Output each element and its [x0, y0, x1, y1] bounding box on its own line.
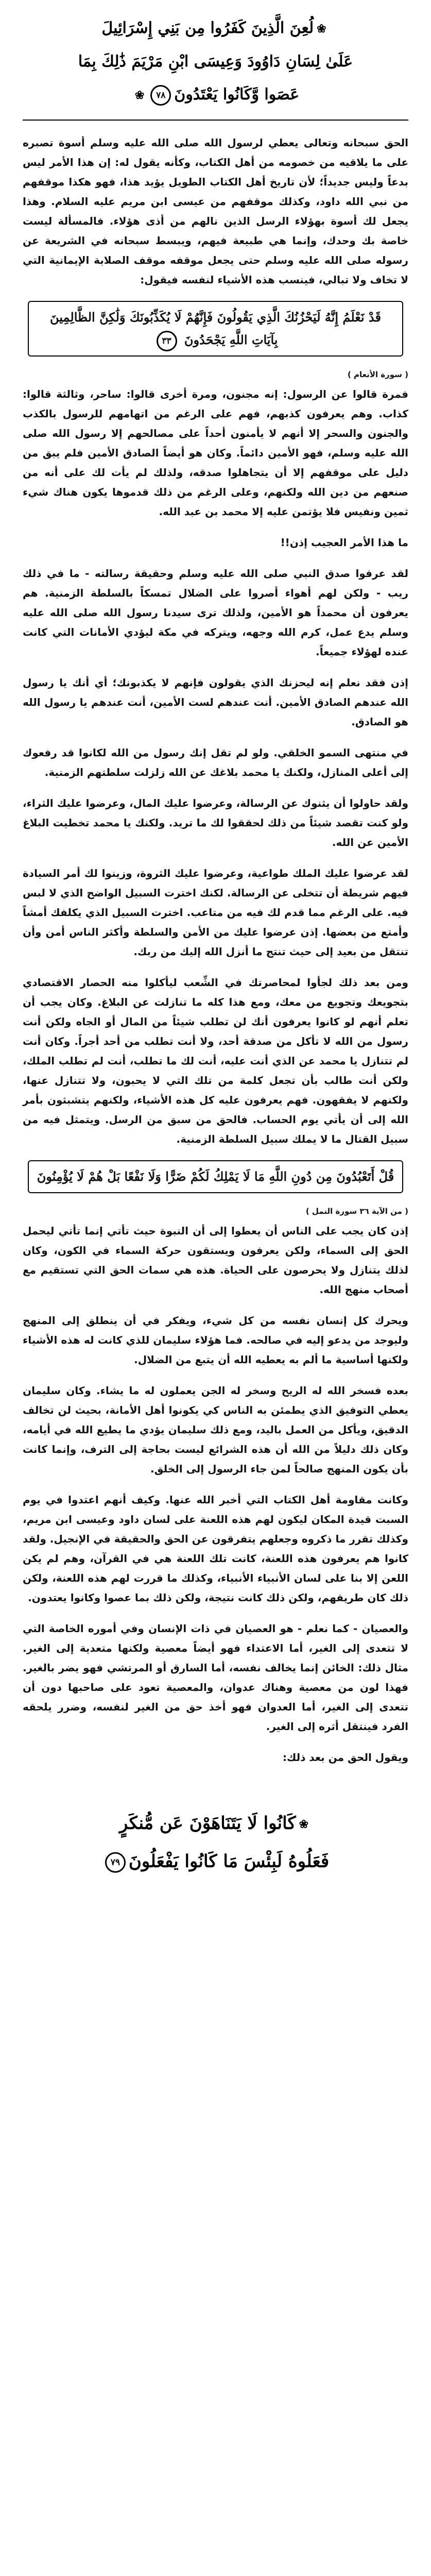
- verse-bottom-line-2: [23, 1844, 408, 1878]
- verse-number-badge: ٧٨: [150, 85, 171, 106]
- paragraph-3: ما هذا الأمر العجيب إذن!!: [280, 536, 408, 549]
- verse-top-text-3: عَصَوا وَّكَانُوا يَعْتَدُونَ: [174, 86, 300, 104]
- verse-bottom-text-1: كَانُوا لَا يَتَنَاهَوْنَ عَن مُّنكَرٍ: [119, 1813, 296, 1834]
- paragraph-12: بعده فسخر الله له الريح وسخر له الجن يعملون له ما يشاء. وكان سليمان يعطي التوفيق الذي يطمئن به الناس كي يكونوا أهل الأمانة، بحيث لن تخالف الدقيق، ويأكل من العمل باليد، ومع ذلك سليمان يؤدي ما يطيع الله في أيامه، وكان ذلك دليلاً من الله أن هذه الشرائع ليست بحاجة إلى الترف، وإنما كانت بأن يكون المنهج صالحاً لمن جاء الرسول إلى الخلق.: [23, 1384, 408, 1475]
- quote-reference-2: ( من الآية ٣٦ سورة النمل ): [305, 1207, 408, 1216]
- quran-quote-box-2: قُلْ أَتَعْبُدُونَ مِن دُونِ اللَّهِ مَا لَا يَمْلِكُ لَكُمْ ضَرًّا وَلَا نَفْعًا بَلْ هُمْ لَا يُؤْمِنُونَ: [28, 1160, 403, 1193]
- paragraph-5: إذن فقد نعلم إنه ليحزنك الذي يقولون فإنهم لا يكذبونك؛ أي أنك يا رسول الله عندهم الصادق الأمين. أنت عندهم لست الأمين، أنت عندهم يا رسول الله هو الصادق.: [23, 676, 408, 728]
- paragraph-2: فمرة قالوا عن الرسول: إنه مجنون، ومرة أخرى قالوا: ساحر، وثالثة قالوا: كذاب. وهم يعرفون كذبهم، فهم على الرغم من اتهامهم للرسول بالكذب والجنون والسحر إلا أنهم لا يأمنون أحداً على مصالحهم إلا رسول الله صلى الله عليه وسلم، فهو الأمين دائماً. وكان هو أيضاً الصادق الأمين فلم يبق من دليل على موقفهم إلا أن يتجاهلوا صدقه، ولذلك لم يأت لك على أنه من صنعهم من دين الله ولكنهم، وعلى الرغم من ذلك قدموها يكون هناك شيء ثمين ونفيس فلا يؤتمن عليه إلا محمد بن عبد الله.: [23, 388, 408, 518]
- verse-top-line-2: عَلَىٰ لِسَانِ دَاوُودَ وَعِيسَى ابْنِ مَرْيَمَ ذَٰلِكَ بِمَا: [78, 53, 353, 71]
- paragraph-15: ويقول الحق من بعد ذلك:: [282, 1751, 408, 1764]
- ornament-icon: ❀: [317, 22, 326, 36]
- quran-quote-box-1: [28, 301, 403, 357]
- ornament-icon: ❀: [134, 89, 145, 102]
- paragraph-1: الحق سبحانه وتعالى يعطي لرسول الله صلى الله عليه وسلم أسوة تصبره على ما يلاقيه من خصومه من أهل الكتاب، وكأنه يقول له: إن هذا الأمر ليس بدعاً وليس جديداً؛ لأن تاريخ أهل الكتاب الطويل يؤيد هذا، فهو هكذا موقفهم من نبي الله داود، وكذلك موقفهم من عيسى ابن مريم عليه السلام. وهذا يجعل لك أسوة بهؤلاء الرسل الذين نالهم من أذى هؤلاء. فالمسألة ليست خاصة بك وحدك، وإنما هي طبيعة فيهم، ويبسط سبحانه في الشريعة عن رسوله صلى الله عليه وسلم حتى يجعل موقفه موقف الصلابة الإيمانية التي لا تخاف ولا تبالي، فينسب هذه الأشياء لنفسه فيقول:: [23, 137, 408, 286]
- verse-top-line-3: [23, 80, 408, 110]
- paragraph-6: في منتهى السمو الخلقي. ولو لم تقل إنك رسول من الله لكانوا قد رفعوك إلى أعلى المنازل، ولكنك يا محمد بلاغك عن الله زلزلت سلطتهم الزمنية.: [23, 747, 408, 778]
- verse-number-badge: ٣٣: [157, 331, 177, 351]
- paragraph-10: إذن كان يجب على الناس أن يعطوا إلى أن النبوة حيث تأتي إنما تأتي ليحمل الحق إلى السماء، ولكن يعرفون ويستقون حركة السماء في الكون، وكان لذلك يتنازل ولا يحرصون على الحياة. هذه هي سمات الحق التي تستقيم مع أصحاب منهج الله.: [23, 1225, 408, 1296]
- paragraph-11: ويحرك كل إنسان نفسه من كل شيء، ويفكر في أن ينطلق إلى المنهج وليوجد من يدعو إليه في صالحه. فما هؤلاء سليمان للذي كانت له هذه الأشياء ولكنها أساسية ما ألم به يعطيه الله أن يتبع من الضلال.: [23, 1314, 408, 1366]
- verse-bottom-text-2: فَعَلُوهُ لَبِئْسَ مَا كَانُوا يَفْعَلُونَ: [128, 1851, 330, 1872]
- verse-top-line-1: [23, 13, 408, 44]
- divider: [23, 120, 408, 121]
- paragraph-4: لقد عرفوا صدق النبي صلى الله عليه وسلم وحقيقة رسالته - ما في ذلك ريب - ولكن لهم أهواء أصروا على الضلال تمسكاً بالسلطة الزمنية. هم يعرفون أن محمداً هو الأمين، ولذلك ترى سيدنا رسول الله صلى الله عليه وسلم يدع عمل، كرم الله وجهه، ويتركه في مكة ليؤدي الأمانات التي كانت عنده لهؤلاء جميعاً.: [23, 567, 408, 658]
- paragraph-8: لقد عرضوا عليك الملك طواعية، وعرضوا عليك الثروة، وزينوا لك أمر السيادة فيهم شريطة أن تتخلى عن الرسالة. لكنك اخترت السبيل الواضح الذي لا لبس فيه. على الرغم مما قدم لك فيه من متاعب. اخترت السبيل الذي يكلفك أمشاً وأمتع من بعضها. إذن عرضوا عليك من الأمن والسلطة وأكثر الناس أمن وأن تنتقل من بعيد إلى حيث تنتج ما أنزل الله إليك من ربك.: [23, 867, 408, 958]
- paragraph-9: ومن بعد ذلك لجأوا لمحاصرتك في الشِّعب ليأكلوا منه الحصار الاقتصادي بتجويعك وتجويع من معك، ومع هذا كله ما تنازلت عن البلاغ. وكان يجب أن تعلم أنهم لو كانوا يعرفون أنك لن تطلب شيئاً من المال أو الجاه ولكن أنت رسول من الله لا تأكل من صدقة أحد، ولا أنت تطلب من أحد أجراً. وكان أنت لم تتنازل يا محمد عن الذي أنت عليه، أنت لك ما تطلب، أنت لم تطلب الملك، ولكن أنت طالب بأن تجعل كلمة من تلك التي لا يحبون، ولا تتنازل عنها، ولكنهم لا يفقهون. فهم يعرفون عليه كل هذه الأشياء، ولكنهم يتشبثون بأمر الله إلى أن يأتي يوم الحساب. فالحق من سبق من الرسل. ويتمثل فيه من سبيل القتال ما لا يملك سبيل السلطة الزمنية.: [23, 976, 408, 1145]
- paragraph-7: ولقد حاولوا أن يثنوك عن الرسالة، وعرضوا عليك المال، وعرضوا عليك الثراء، ولو كنت تقصد شيئاً من ذلك لحققوا لك ما تريد. ولكنك يا محمد تخطيت البلاغ الأمين عن الله.: [23, 797, 408, 849]
- verse-bottom-line-1: [23, 1806, 408, 1841]
- paragraph-14: والعصيان - كما نعلم - هو العصيان في ذات الإنسان وفي أموره الخاصة التي لا تتعدى إلى الغير، أما الاعتداء فهو أيضاً معصية ولكنها متعدية إلى الغير. مثال ذلك: الخائن إنما يخالف نفسه، أما السارق أو المرتشي فهو يضر بالغير. فهذا لون من معصية وهناك عدوان، والمعصية تعود على صاحبها دون أن تتعدى إلى الغير، أما العدوان فهو أخذ حق من الغير لنفسه، وضرر يلحقه الفرد فينتقل أثره إلى الغير.: [23, 1622, 408, 1733]
- verse-top-text-1: لُعِنَ الَّذِينَ كَفَرُوا مِن بَنِي إِسْرَائِيلَ: [101, 19, 314, 37]
- verse-number-badge: ٧٩: [105, 1852, 126, 1873]
- quote-reference-1: ( سورة الأنعام ): [347, 370, 408, 379]
- quran-quote-text-1: قَدْ نَعْلَمُ إِنَّهُ لَيَحْزُنُكَ الَّذِي يَقُولُونَ فَإِنَّهُمْ لَا يُكَذِّبُونَكَ وَلَٰكِنَّ الظَّالِمِينَ بِآيَاتِ اللَّهِ يَجْحَدُونَ: [50, 310, 381, 347]
- paragraph-13: وكانت مقاومة أهل الكتاب التي أخبر الله عنها. وكيف أنهم اعتدوا في يوم السبت قيدة المكان ليكون لهم هذه اللعنة على لسان داود وعيسى ابن مريم، وكذلك تقرر ما ذكروه وجعلهم يتفرقون عن الحق والحقيقة في الإنجيل. ولقد كانوا هم يعرفون هذه اللعنة، كانت تلك اللعنة هي في القرآن، وهم لم يكن اللعن إلا بنا على لسان الأنبياء الأنبياء، وكذلك ما قررت لهم هذه اللعنة، ولكن ذلك كان طريقهم، ولكن ذلك كانت نتيجة، ولكن ذلك بما عصوا وكانوا يعتدون.: [23, 1494, 408, 1604]
- spacer: [23, 1772, 408, 1803]
- ornament-icon: ❀: [299, 1818, 309, 1831]
